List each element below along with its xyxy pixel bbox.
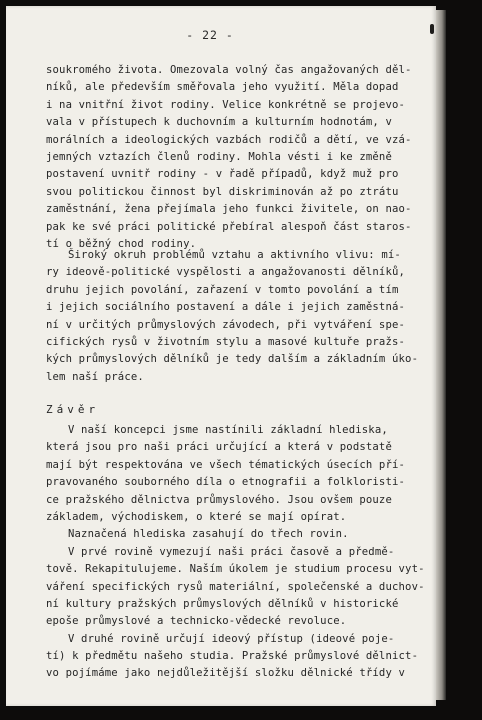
text-line: Široký okruh problémů vztahu a aktivního vlivu: mí-: [68, 249, 401, 261]
text-line: V prvé rovině vymezují naši práci časově a předmě-: [68, 545, 395, 558]
text-line: níků, ale především směřovala jeho využití. Měla dopad: [46, 81, 399, 94]
text-line: postavení uvnitř rodiny - v řadě případů, když muž pro: [46, 168, 399, 181]
text-line: pak ke své práci politické přebíral alespoň část staros-: [46, 220, 412, 233]
conclusion-paragraph-1: [46, 422, 425, 683]
text-line: svou politickou činnost byl diskriminován až po ztrátu: [46, 185, 399, 198]
paragraph-1: [46, 62, 412, 253]
text-line: V naší koncepci jsme nastínili základní hlediska,: [68, 424, 388, 436]
text-line: morálních a ideologických vazbách rodičů a dětí, ve vzá-: [46, 133, 412, 146]
text-line: základem, východiskem, o které se mají opírat.: [46, 510, 347, 523]
text-line: epoše průmyslové a technicko-vědecké revoluce.: [46, 615, 347, 628]
text-line: tí o běžný chod rodiny.: [46, 237, 197, 250]
text-line: tově. Rekapitulujeme. Naším úkolem je studium procesu vyt-: [46, 563, 425, 576]
section-heading: Závěr: [46, 403, 100, 416]
text-line: tí) k předmětu našeho studia. Pražské průmyslové dělnict-: [46, 650, 419, 663]
paragraph-2: [46, 247, 419, 386]
page-edge: [436, 10, 446, 700]
text-line: ní v určitých průmyslových závodech, při vytváření spe-: [46, 318, 406, 331]
text-line: pravovaného souborného díla o etnografii a folkloristi-: [46, 476, 406, 489]
text-line: jemných vztazích členů rodiny. Mohla vésti i ke změně: [46, 150, 392, 163]
page-number: - 22 -: [186, 28, 234, 42]
text-line: ry ideově-politické vyspělosti a angažovanosti dělníků,: [46, 266, 406, 279]
text-line: i na vnitřní život rodiny. Velice konkrétně se projevo-: [46, 98, 406, 111]
text-line: Naznačená hlediska zasahují do třech rovin.: [68, 528, 349, 541]
text-line: váření specifických rysů materiální, společenské a duchov-: [46, 580, 425, 593]
text-line: mají být respektována ve všech tématických úsecích pří-: [46, 458, 406, 471]
text-line: která jsou pro naši práci určující a která v podstatě: [46, 441, 392, 454]
text-line: ní kultury pražských průmyslových dělníků v historické: [46, 597, 399, 610]
text-line: druhu jejich povolání, zařazení v tomto povolání a tím: [46, 283, 399, 296]
binding-mark: [430, 24, 434, 34]
text-line: ce pražského dělnictva průmyslového. Jsou ovšem pouze: [46, 493, 392, 506]
text-line: vala v přístupech k duchovním a kulturním hodnotám, v: [46, 116, 392, 129]
text-line: lem naší práce.: [46, 370, 144, 383]
text-line: zaměstnání, žena přejímala jeho funkci živitele, on nao-: [46, 203, 412, 216]
text-line: vo pojímáme jako nejdůležitější složku dělnické třídy v: [46, 667, 406, 680]
text-line: V druhé rovině určují ideový přístup (ideové poje-: [68, 632, 395, 645]
text-line: cifických rysů v životním stylu a masové kultuře pražs-: [46, 335, 406, 348]
text-line: i jejich sociálního postavení a dále i jejich zaměstná-: [46, 301, 406, 314]
text-line: kých průmyslových dělníků je tedy dalším a základním úko-: [46, 353, 419, 366]
text-line: soukromého života. Omezovala volný čas angažovaných děl-: [46, 64, 412, 76]
